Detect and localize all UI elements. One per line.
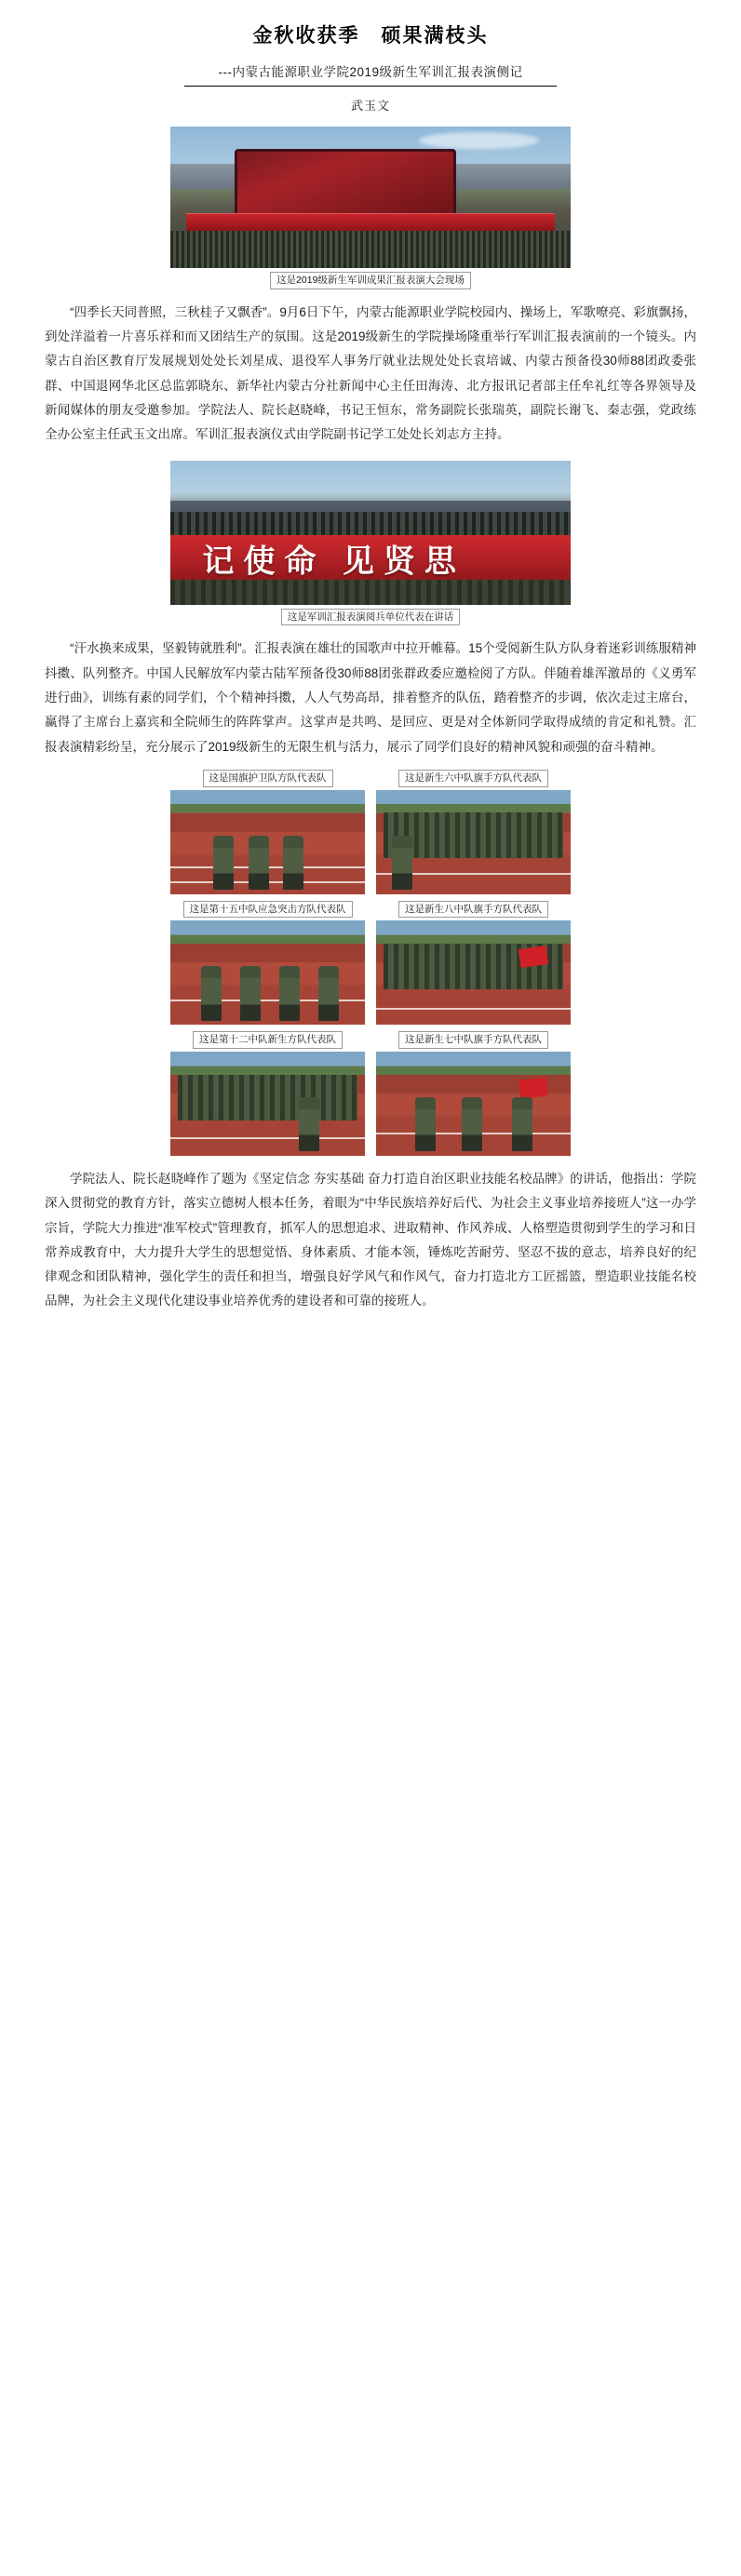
photo-grid-row [170, 900, 571, 1026]
green-field [170, 804, 365, 812]
photo-grid-row [170, 769, 571, 894]
lane-line [376, 1008, 571, 1010]
red-slogan-band [170, 535, 571, 582]
stage-units-photo [170, 461, 571, 605]
assembly-ground-photo [170, 127, 571, 268]
lane-line [170, 1137, 365, 1139]
soldier-figure [240, 966, 261, 1020]
photo-class-twelve [170, 1030, 365, 1156]
green-field [376, 935, 571, 944]
page-title: 金秋收获季 硕果满枝头 [252, 24, 489, 47]
soldier-figure [512, 1097, 532, 1151]
photo-class-seven [376, 1030, 571, 1156]
class-fifteen-photo [170, 920, 365, 1025]
green-field [376, 804, 571, 812]
photo-grid [170, 769, 571, 1156]
soldier-figure [279, 966, 300, 1020]
figure-caption: 这是2019级新生军训成果汇报表演大会现场 [270, 272, 471, 289]
photo-caption: 这是新生七中队旗手方队代表队 [398, 1031, 548, 1049]
photo-class-six [376, 769, 571, 894]
class-seven-photo [376, 1052, 571, 1156]
soldier-figure [318, 966, 339, 1020]
standing-row [170, 512, 571, 535]
soldier-figure [462, 1097, 482, 1151]
green-field [170, 1067, 365, 1075]
figure-assembly-ground [45, 127, 696, 289]
soldier-figure [415, 1097, 436, 1151]
formation-rows [178, 1075, 357, 1120]
photo-caption: 这是第十五中队应急突击方队代表队 [183, 901, 353, 919]
soldier-figure [299, 1097, 319, 1151]
class-six-photo [376, 790, 571, 894]
class-twelve-photo [170, 1052, 365, 1156]
flag-guard-photo [170, 790, 365, 894]
crowd-rows [170, 231, 571, 268]
green-field [170, 935, 365, 944]
red-banner [186, 213, 555, 233]
photo-class-eight [376, 900, 571, 1026]
photo-caption: 这是国旗护卫队方队代表队 [203, 770, 333, 787]
page-subtitle: ---内蒙古能源职业学院2019级新生军训汇报表演侧记 [218, 65, 523, 79]
cloud-shape [419, 132, 539, 149]
figure-stage-units [45, 461, 696, 626]
article-container [45, 0, 696, 1314]
green-field [376, 1067, 571, 1075]
banner-text: 记使命 见贤思 [202, 544, 465, 580]
author-name: 武玉文 [350, 99, 390, 113]
title-divider [184, 86, 557, 87]
photo-caption: 这是新生六中队旗手方队代表队 [398, 770, 548, 787]
photo-flag-guard [170, 769, 365, 894]
paragraph-1: “四季长天同普照，三秋桂子又飘香”。9月6日下午，内蒙古能源职业学院校园内、操场上，军歌嘹亮、彩旗飘扬，到处洋溢着一片喜乐祥和而又团结生产的氛围。这是2019级新生的学院操场隆重举行军训汇报表演前的一个镜头。内蒙古自治区教育厅发展规划处处长刘星成、退役军人事务厅就业法规处处长袁培诚、内蒙古预备役30师88团政委张群、中国退网华北区总监郭晓东、新华社内蒙古分社新闻中心主任田海涛、北方报讯记者部主任牟礼红等各界领导及新闻媒体的朋友受邀参加。学院法人、院长赵晓峰，书记王恒东，常务副院长张瑞英，副院长谢飞、秦志强，党政练全办公室主任武玉文出席。军训汇报表演仪式由学院副书记学工处处长刘志方主持。 [45, 304, 696, 442]
figure-caption: 这是军训汇报表演阅兵单位代表在讲话 [281, 609, 461, 626]
photo-class-fifteen [170, 900, 365, 1026]
soldier-figure [283, 836, 303, 890]
paragraph-3: 学院法人、院长赵晓峰作了题为《坚定信念 夯实基础 奋力打造自治区职业技能名校品牌》的讲话，他指出：学院深入贯彻党的教育方针，落实立德树人根本任务，着眼为“中华民族培养好后代、为社会主义事业培养接班人”这一办学宗旨，学院大力推进“准军校式”管理教育，抓军人的思想追求、进取精神、作风养成、人格塑造贯彻到学生的学习和日常养成教育中，大力提升大学生的思想觉悟、身体素质、才能本领，锤炼吃苦耐劳、坚忍不拔的意志，培养良好的纪律观念和团队精神，强化学生的责任和担当，增强良好学风气和作风气，奋力打造北方工匠摇篮，塑造职业技能名校品牌，为社会主义现代化建设事业培养优秀的建设者和可靠的接班人。 [45, 1171, 696, 1308]
soldier-figure [201, 966, 222, 1020]
soldier-figure [392, 836, 412, 890]
photo-grid-row [170, 1030, 571, 1156]
red-flag [519, 1077, 548, 1099]
photo-caption: 这是新生八中队旗手方队代表队 [398, 901, 548, 919]
class-eight-photo [376, 920, 571, 1025]
photo-caption: 这是第十二中队新生方队代表队 [193, 1031, 343, 1049]
foreground-formation [170, 580, 571, 604]
paragraph-2: “汗水换来成果，坚毅铸就胜利”。汇报表演在雄壮的国歌声中拉开帷幕。15个受阅新生队方队身着迷彩训练服精神抖擞、队列整齐。中国人民解放军内蒙古陆军预备役30师88团张群政委应邀检阅了方队。伴随着雄浑激昂的《义勇军进行曲》，训练有素的同学们，个个精神抖擞，人人气势高昂，排着整齐的队伍，踏着整齐的步调，依次走过主席台，赢得了主席台上嘉宾和全院师生的阵阵掌声。这掌声是共鸣、是回应、更是对全体新同学取得成绩的肯定和礼赞。汇报表演精彩纷呈，充分展示了2019级新生的无限生机与活力，展示了同学们良好的精神风貌和顽强的奋斗精神。 [45, 641, 696, 754]
soldier-figure [249, 836, 269, 890]
soldier-figure [213, 836, 234, 890]
stage-led-screen [235, 149, 456, 217]
